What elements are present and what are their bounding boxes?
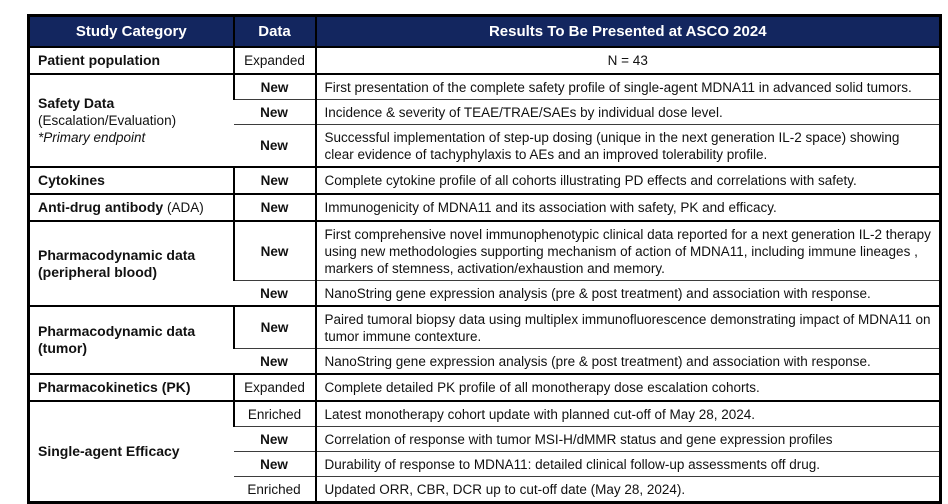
result-cell: Paired tumoral biopsy data using multiplex immunofluorescence demonstrating impact of MDNA11 on tumor immune contexture. bbox=[316, 306, 941, 349]
header-row bbox=[29, 16, 941, 48]
table-row bbox=[29, 374, 941, 401]
data-cell: Enriched bbox=[234, 401, 316, 427]
category-title: Safety Data bbox=[38, 95, 115, 111]
data-cell: New bbox=[234, 306, 316, 349]
result-cell: Correlation of response with tumor MSI-H/dMMR status and gene expression profiles bbox=[316, 427, 941, 452]
data-cell: New bbox=[234, 74, 316, 100]
table-row bbox=[29, 306, 941, 349]
category-title: Anti-drug antibody bbox=[38, 199, 164, 215]
data-cell: New bbox=[234, 194, 316, 221]
header-results: Results To Be Presented at ASCO 2024 bbox=[316, 16, 941, 48]
data-cell: Expanded bbox=[234, 374, 316, 401]
category-title: Pharmacodynamic data (peripheral blood) bbox=[38, 246, 196, 280]
results-table bbox=[27, 14, 942, 504]
data-cell: Expanded bbox=[234, 47, 316, 74]
data-cell: New bbox=[234, 281, 316, 307]
category-subtitle: (Escalation/Evaluation) bbox=[38, 113, 177, 128]
category-cell bbox=[29, 221, 234, 306]
data-cell: New bbox=[234, 452, 316, 477]
category-title: Pharmacokinetics (PK) bbox=[38, 379, 191, 395]
category-cell bbox=[29, 401, 234, 503]
result-cell: N = 43 bbox=[316, 47, 941, 74]
table-row bbox=[29, 167, 941, 194]
data-cell: New bbox=[234, 349, 316, 375]
category-title: Patient population bbox=[38, 52, 161, 68]
result-cell: Successful implementation of step-up dosing (unique in the next generation IL-2 space) showing clear evidence of tachyphylaxis to AEs and an improved tolerability profile. bbox=[316, 125, 941, 168]
data-cell: New bbox=[234, 167, 316, 194]
result-cell: Updated ORR, CBR, DCR up to cut-off date (May 28, 2024). bbox=[316, 477, 941, 503]
data-cell: Enriched bbox=[234, 477, 316, 503]
table-row bbox=[29, 221, 941, 281]
table-row bbox=[29, 74, 941, 100]
category-note: *Primary endpoint bbox=[38, 130, 146, 145]
table-row bbox=[29, 47, 941, 74]
category-cell bbox=[29, 306, 234, 374]
data-cell: New bbox=[234, 221, 316, 281]
result-cell: First presentation of the complete safety profile of single-agent MDNA11 in advanced solid tumors. bbox=[316, 74, 941, 100]
category-cell bbox=[29, 194, 234, 221]
result-cell: Complete detailed PK profile of all monotherapy dose escalation cohorts. bbox=[316, 374, 941, 401]
result-cell: Incidence & severity of TEAE/TRAE/SAEs by individual dose level. bbox=[316, 100, 941, 125]
result-cell: Immunogenicity of MDNA11 and its association with safety, PK and efficacy. bbox=[316, 194, 941, 221]
category-cell bbox=[29, 74, 234, 167]
category-suffix: (ADA) bbox=[163, 200, 204, 215]
data-cell: New bbox=[234, 100, 316, 125]
result-cell: First comprehensive novel immunophenotypic clinical data reported for a next generation IL-2 therapy using new methodologies supporting mechanism of action of MDNA11, including immune lineages , markers of stemness, activation/exhaustion and memory. bbox=[316, 221, 941, 281]
result-cell: NanoString gene expression analysis (pre & post treatment) and association with response. bbox=[316, 281, 941, 307]
category-title: Pharmacodynamic data (tumor) bbox=[38, 323, 196, 356]
data-cell: New bbox=[234, 427, 316, 452]
result-cell: Complete cytokine profile of all cohorts illustrating PD effects and correlations with safety. bbox=[316, 167, 941, 194]
table-row bbox=[29, 401, 941, 427]
result-cell: Durability of response to MDNA11: detailed clinical follow-up assessments off drug. bbox=[316, 452, 941, 477]
table-row bbox=[29, 194, 941, 221]
result-cell: NanoString gene expression analysis (pre & post treatment) and association with response. bbox=[316, 349, 941, 375]
header-study-category: Study Category bbox=[29, 16, 234, 48]
data-cell: New bbox=[234, 125, 316, 168]
category-title: Cytokines bbox=[38, 172, 105, 188]
category-cell bbox=[29, 374, 234, 401]
category-cell bbox=[29, 167, 234, 194]
category-cell bbox=[29, 47, 234, 74]
category-title: Single-agent Efficacy bbox=[38, 443, 180, 459]
header-data: Data bbox=[234, 16, 316, 48]
result-cell: Latest monotherapy cohort update with planned cut-off of May 28, 2024. bbox=[316, 401, 941, 427]
